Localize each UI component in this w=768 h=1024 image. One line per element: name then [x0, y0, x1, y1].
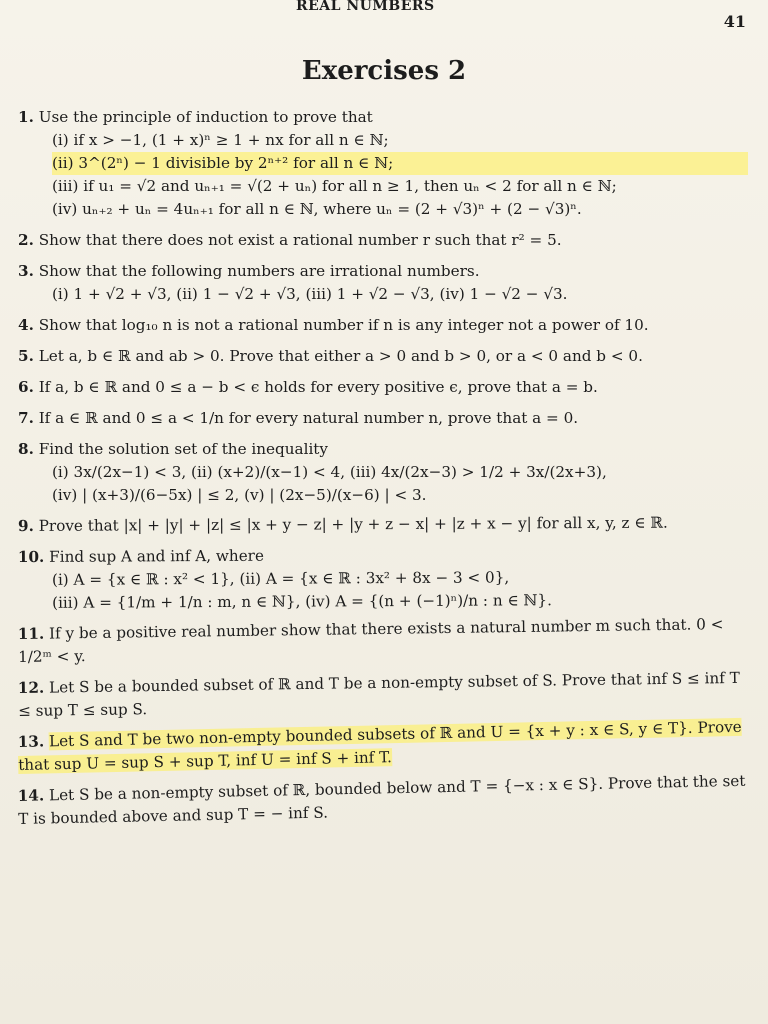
exercise-part: (iii) A = {1/m + 1/n : m, n ∈ ℕ}, (iv) A = {(n + (−1)ⁿ)/n : n ∈ ℕ}.: [52, 591, 552, 612]
exercise-number: 12.: [17, 678, 45, 698]
exercise-number: 6.: [18, 378, 34, 396]
exercise-part: (iv) | (x+3)/(6−5x) | ≤ 2, (v) | (2x−5)/(x−6) | < 3.: [52, 486, 427, 504]
exercise-part: (iv) uₙ₊₂ + uₙ = 4uₙ₊₁ for all n ∈ ℕ, where uₙ = (2 + √3)ⁿ + (2 − √3)ⁿ.: [52, 200, 582, 218]
exercise-7: [18, 407, 748, 430]
exercise-part: (i) 1 + √2 + √3, (ii) 1 − √2 + √3, (iii) 1 + √2 − √3, (iv) 1 − √2 − √3.: [52, 285, 568, 303]
exercise-9: [18, 511, 748, 538]
exercise-number: 5.: [18, 347, 34, 365]
exercise-14: [18, 770, 749, 831]
exercise-11: [18, 613, 749, 669]
exercise-part: (ii) 3^(2ⁿ) − 1 divisible by 2ⁿ⁺² for all n ∈ ℕ;: [52, 152, 748, 175]
exercise-number: 3.: [18, 262, 34, 280]
exercise-number: 14.: [17, 786, 45, 806]
exercise-list: [18, 106, 748, 839]
exercise-number: 9.: [17, 516, 34, 535]
running-head: REAL NUMBERS: [296, 0, 435, 14]
exercise-text: Find sup A and inf A, where: [49, 546, 264, 566]
exercise-part: (i) 3x/(2x−1) < 3, (ii) (x+2)/(x−1) < 4, (iii) 4x/(2x−3) > 1/2 + 3x/(2x+3),: [52, 463, 607, 481]
exercise-text: If a, b ∈ ℝ and 0 ≤ a − b < ϵ holds for every positive ϵ, prove that a = b.: [38, 378, 598, 396]
exercise-text: Prove that |x| + |y| + |z| ≤ |x + y − z| + |y + z − x| + |z + x − y| for all x, y, z ∈ ℝ.: [38, 513, 668, 535]
exercise-text: Use the principle of induction to prove that: [38, 108, 373, 126]
exercise-part: (i) if x > −1, (1 + x)ⁿ ≥ 1 + nx for all n ∈ ℕ;: [52, 131, 389, 149]
exercise-12: [18, 667, 749, 723]
exercise-text: If a ∈ ℝ and 0 ≤ a < 1/n for every natural number n, prove that a = 0.: [38, 409, 579, 427]
exercise-4: [18, 314, 748, 337]
exercise-10: [18, 542, 748, 615]
exercise-number: 8.: [18, 440, 34, 458]
exercise-number: 1.: [18, 108, 34, 126]
exercise-number: 2.: [18, 231, 34, 249]
exercise-text: Show that there does not exist a rational number r such that r² = 5.: [38, 231, 562, 249]
exercise-6: [18, 376, 748, 399]
exercise-8: [18, 438, 748, 507]
exercise-text: Let S be a bounded subset of ℝ and T be a non-empty subset of S. Prove that inf S ≤ inf T ≤ sup T ≤ sup S.: [18, 668, 740, 720]
exercise-5: [18, 345, 748, 368]
exercise-text: Let S and T be two non-empty bounded subsets of ℝ and U = {x + y : x ∈ S, y ∈ T}. Prove that sup U = sup S + sup T, inf U = inf S + inf T.: [18, 717, 742, 774]
exercise-2: [18, 229, 748, 252]
page-title: Exercises 2: [301, 56, 467, 86]
exercise-number: 7.: [18, 409, 34, 427]
exercise-number: 4.: [18, 316, 34, 334]
page-number: 41: [723, 12, 746, 31]
exercise-1: [18, 106, 748, 221]
exercise-3: [18, 260, 748, 306]
exercise-13: [18, 716, 749, 777]
exercise-text: Let a, b ∈ ℝ and ab > 0. Prove that either a > 0 and b > 0, or a < 0 and b < 0.: [38, 347, 643, 365]
exercise-text: Let S be a non-empty subset of ℝ, bounded below and T = {−x : x ∈ S}. Prove that the set T is bounded above and sup T = − inf S.: [18, 771, 746, 828]
exercise-text: Show that the following numbers are irrational numbers.: [38, 262, 480, 280]
exercise-part: (i) A = {x ∈ ℝ : x² < 1}, (ii) A = {x ∈ ℝ : 3x² + 8x − 3 < 0},: [51, 568, 510, 589]
exercise-text: Find the solution set of the inequality: [38, 440, 328, 458]
exercise-text: Show that log₁₀ n is not a rational number if n is any integer not a power of 10.: [38, 316, 649, 334]
exercise-part: (iii) if u₁ = √2 and uₙ₊₁ = √(2 + uₙ) for all n ≥ 1, then uₙ < 2 for all n ∈ ℕ;: [52, 177, 617, 195]
exercise-number: 13.: [17, 732, 45, 752]
exercise-text: If y be a positive real number show that there exists a natural number m such that. 0 < 1/2ᵐ < y.: [18, 615, 724, 666]
exercise-number: 10.: [17, 547, 45, 567]
exercise-number: 11.: [17, 624, 45, 644]
